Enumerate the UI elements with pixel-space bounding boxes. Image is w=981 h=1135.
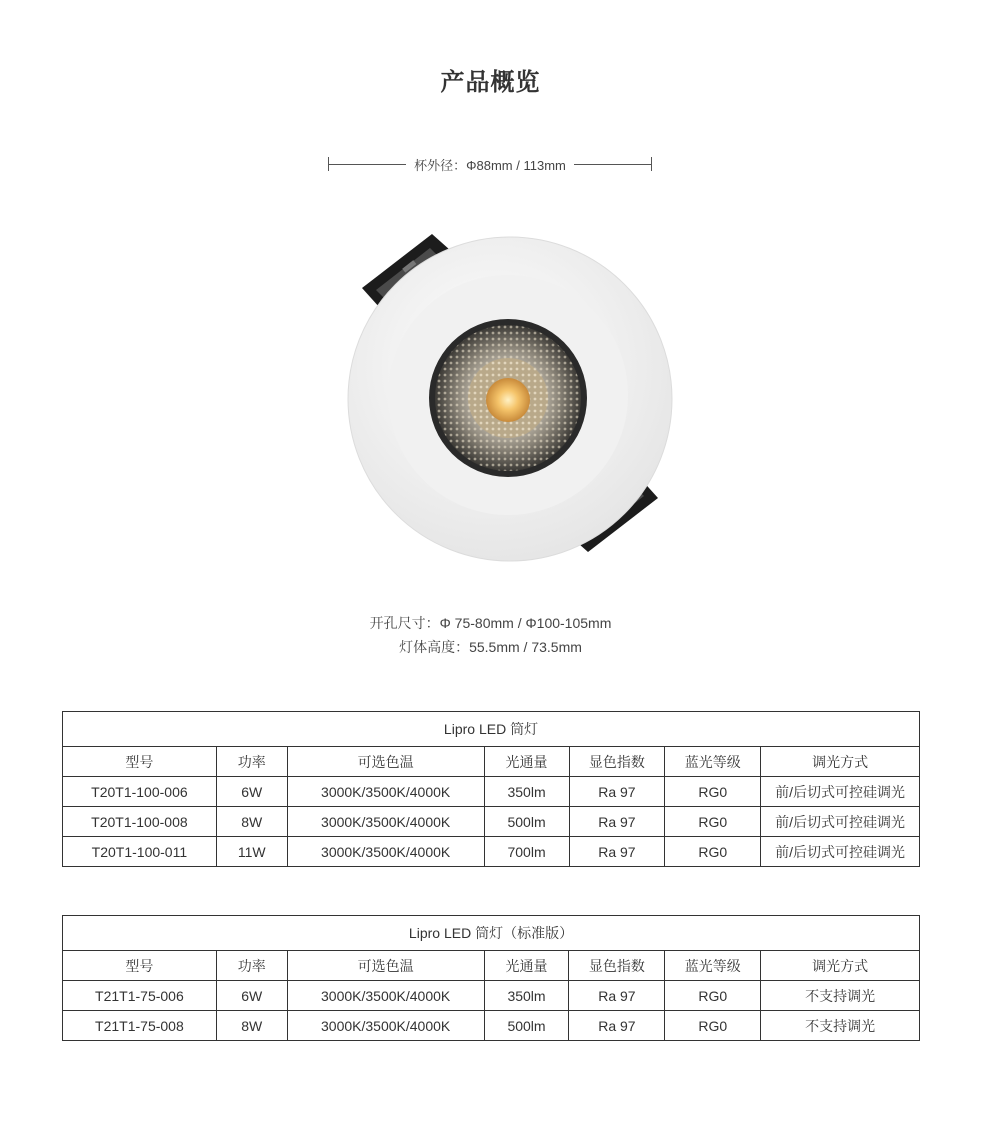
header-blue-light: 蓝光等级 bbox=[665, 747, 761, 777]
header-blue-light: 蓝光等级 bbox=[665, 951, 761, 981]
cell-blue-light: RG0 bbox=[665, 1011, 761, 1041]
cutout-size: 开孔尺寸：Φ 75-80mm / Φ100-105mm bbox=[369, 615, 612, 631]
table-row bbox=[63, 1011, 920, 1041]
cell-power: 8W bbox=[216, 807, 287, 837]
body-height: 灯体高度：55.5mm / 73.5mm bbox=[399, 639, 582, 655]
cell-cri: Ra 97 bbox=[569, 1011, 665, 1041]
header-power: 功率 bbox=[216, 747, 287, 777]
dimension-tick-right bbox=[651, 157, 652, 171]
header-cri: 显色指数 bbox=[569, 951, 665, 981]
cell-cri: Ra 97 bbox=[569, 981, 665, 1011]
cell-lumen: 700lm bbox=[484, 837, 569, 867]
cell-cct: 3000K/3500K/4000K bbox=[287, 807, 484, 837]
cell-model: T20T1-100-006 bbox=[63, 777, 217, 807]
table-row bbox=[63, 777, 920, 807]
dimension-line-right bbox=[574, 164, 651, 165]
cell-dimming: 不支持调光 bbox=[761, 1011, 920, 1041]
header-model: 型号 bbox=[63, 951, 217, 981]
table-row bbox=[63, 981, 920, 1011]
cell-cri: Ra 97 bbox=[569, 777, 665, 807]
table-caption: Lipro LED 筒灯 bbox=[63, 712, 920, 747]
cell-power: 6W bbox=[216, 777, 287, 807]
header-lumen: 光通量 bbox=[484, 747, 569, 777]
table-row bbox=[63, 837, 920, 867]
header-cri: 显色指数 bbox=[569, 747, 665, 777]
cup-diameter-label: 杯外径：Φ88mm / 113mm bbox=[414, 157, 566, 173]
cup-diameter-dimension bbox=[328, 154, 652, 174]
dimension-line-left bbox=[329, 164, 406, 165]
cell-model: T21T1-75-006 bbox=[63, 981, 217, 1011]
cell-blue-light: RG0 bbox=[665, 981, 761, 1011]
cell-lumen: 500lm bbox=[484, 807, 569, 837]
cell-blue-light: RG0 bbox=[665, 777, 761, 807]
cell-dimming: 前/后切式可控硅调光 bbox=[761, 837, 920, 867]
cell-cct: 3000K/3500K/4000K bbox=[287, 777, 484, 807]
table-caption: Lipro LED 筒灯（标准版） bbox=[63, 916, 920, 951]
cell-dimming: 前/后切式可控硅调光 bbox=[761, 807, 920, 837]
table-header-row bbox=[63, 747, 920, 777]
header-model: 型号 bbox=[63, 747, 217, 777]
cell-cct: 3000K/3500K/4000K bbox=[287, 981, 484, 1011]
cell-lumen: 350lm bbox=[484, 981, 569, 1011]
cell-dimming: 不支持调光 bbox=[761, 981, 920, 1011]
header-power: 功率 bbox=[216, 951, 287, 981]
cell-model: T20T1-100-008 bbox=[63, 807, 217, 837]
table-row bbox=[63, 807, 920, 837]
header-dimming: 调光方式 bbox=[761, 951, 920, 981]
table-header-row bbox=[63, 951, 920, 981]
header-cct: 可选色温 bbox=[287, 747, 484, 777]
led-chip bbox=[486, 378, 530, 422]
downlight-product-image bbox=[340, 228, 680, 568]
spec-table-standard-dimming bbox=[62, 711, 920, 867]
cell-model: T20T1-100-011 bbox=[63, 837, 217, 867]
header-dimming: 调光方式 bbox=[761, 747, 920, 777]
cell-cri: Ra 97 bbox=[569, 837, 665, 867]
cell-power: 11W bbox=[216, 837, 287, 867]
page-title: 产品概览 bbox=[440, 69, 541, 96]
header-lumen: 光通量 bbox=[484, 951, 569, 981]
cell-power: 8W bbox=[216, 1011, 287, 1041]
cell-cct: 3000K/3500K/4000K bbox=[287, 1011, 484, 1041]
cell-cri: Ra 97 bbox=[569, 807, 665, 837]
cell-model: T21T1-75-008 bbox=[63, 1011, 217, 1041]
cell-power: 6W bbox=[216, 981, 287, 1011]
spec-table-basic-version bbox=[62, 915, 920, 1041]
header-cct: 可选色温 bbox=[287, 951, 484, 981]
cell-dimming: 前/后切式可控硅调光 bbox=[761, 777, 920, 807]
cell-blue-light: RG0 bbox=[665, 807, 761, 837]
cell-cct: 3000K/3500K/4000K bbox=[287, 837, 484, 867]
cell-blue-light: RG0 bbox=[665, 837, 761, 867]
cell-lumen: 500lm bbox=[484, 1011, 569, 1041]
cell-lumen: 350lm bbox=[484, 777, 569, 807]
